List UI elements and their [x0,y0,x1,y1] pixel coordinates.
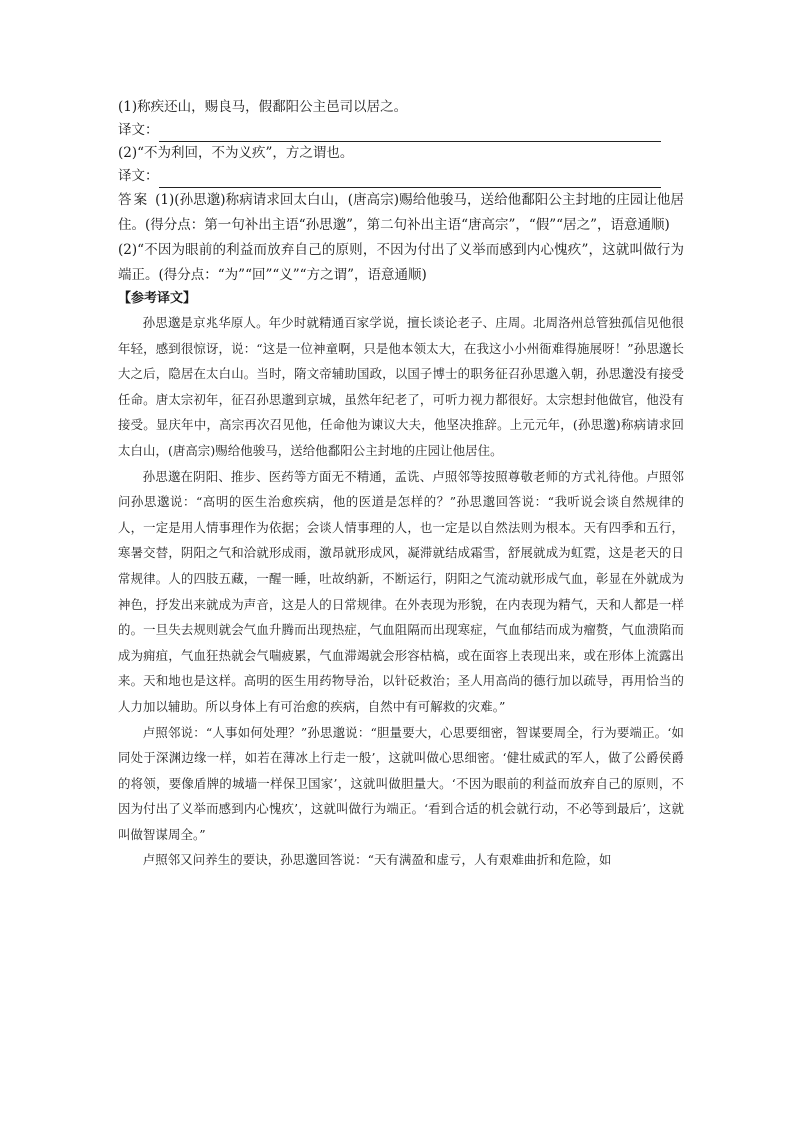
reference-title: 【参考译文】 [118,291,197,306]
reference-paragraph-1: 孙思邈是京兆华原人。年少时就精通百家学说，擅长谈论老子、庄周。北周洛州总管独孤信见他很年轻，感到很惊讶，说：“这是一位神童啊，只是他本领太大，在我这小小州衙难得施展呀！”孙思邈长大之后，隐居在太白山。当时，隋文帝辅助国政，以国子博士的职务征召孙思邈入朝，孙思邈没有接受任命。唐太宗初年，征召孙思邈到京城，虽然年纪老了，可听力视力都很好。太宗想封他做官，他没有接受。显庆年中，高宗再次召见他，任命他为谏议大夫，他坚决推辞。上元元年，(孙思邈)称病请求回太白山，(唐高宗)赐给他骏马，送给他鄱阳公主封地的庄园让他居住。 [118,315,684,458]
reference-paragraph-2: 孙思邈在阴阳、推步、医药等方面无不精通，孟诜、卢照邻等按照尊敬老师的方式礼待他。卢照邻问孙思邈说：“高明的医生治愈疾病，他的医道是怎样的？”孙思邈回答说：“我听说会谈自然规律的人，一定是用人情事理作为依据；会谈人情事理的人，也一定是以自然法则为根本。天有四季和五行，寒暑交替，阴阳之气和洽就形成雨，激昂就形成风，凝滞就结成霜雪，舒展就成为虹霓，这是老天的日常规律。人的四肢五藏，一醒一睡，吐故纳新，不断运行，阴阳之气流动就形成气血，彰显在外就成为神色，抒发出来就成为声音，这是人的日常规律。在外表现为形貌，在内表现为精气，天和人都是一样的。一旦失去规则就会气血升腾而出现热症，气血阻隔而出现寒症，气血郁结而成为瘤赘，气血溃陷而成为痈疽，气血狂热就会气喘疲累，气血滞竭就会形容枯槁，或在面容上表现出来，或在形体上流露出来。天和地也是这样。高明的医生用药物导治，以针砭救治；圣人用高尚的德行加以疏导，再用恰当的人力加以辅助。所以身体上有可治愈的疾病，自然中有可解救的灾难。” [118,468,684,714]
answer-blank-1[interactable] [159,125,661,142]
answer-paragraph-2: (2)“不因为眼前的利益而放弃自己的原则，不因为付出了义举而感到内心愧疚”，这就叫做行为端正。(得分点：“为”“回”“义”“方之谓”，语意通顺) [118,242,684,283]
translation-line-1 [118,119,684,142]
document-page [118,96,684,873]
question-1: (1)称疾还山，赐良马，假鄱阳公主邑司以居之。 [118,99,408,115]
answer-tag: 答案 [118,192,150,208]
reference-paragraph-4: 卢照邻又问养生的要诀，孙思邈回答说：“天有满盈和虚亏，人有艰难曲折和危险，如 [142,852,612,868]
answer-paragraph-1 [118,188,684,238]
reference-paragraph-3: 卢照邻说：“人事如何处理？”孙思邈说：“胆量要大，心思要细密，智谋要周全，行为要端正。‘如同处于深渊边缘一样，如若在薄冰上行走一般’，这就叫做心思细密。‘健壮威武的军人，做了公爵侯爵的将领，要像盾牌的城墙一样保卫国家’，这就叫做胆量大。‘不因为眼前的利益而放弃自己的原则，不因为付出了义举而感到内心愧疚’，这就叫做行为端正。‘看到合适的机会就行动，不必等到最后’，这就叫做智谋周全。” [118,724,684,842]
answer-blank-2[interactable] [159,171,661,188]
answer-1-text: (1)(孙思邈)称病请求回太白山，(唐高宗)赐给他骏马，送给他鄱阳公主封地的庄园让他居住。(得分点：第一句补出主语“孙思邈”，第二句补出主语“唐高宗”，“假”“居之”，语意通顺) [118,192,684,233]
translation-label: 译文： [118,122,159,138]
translation-label: 译文： [118,168,159,184]
translation-line-2 [118,165,684,188]
question-2: (2)“不为利回，不为义疚”，方之谓也。 [118,145,354,161]
